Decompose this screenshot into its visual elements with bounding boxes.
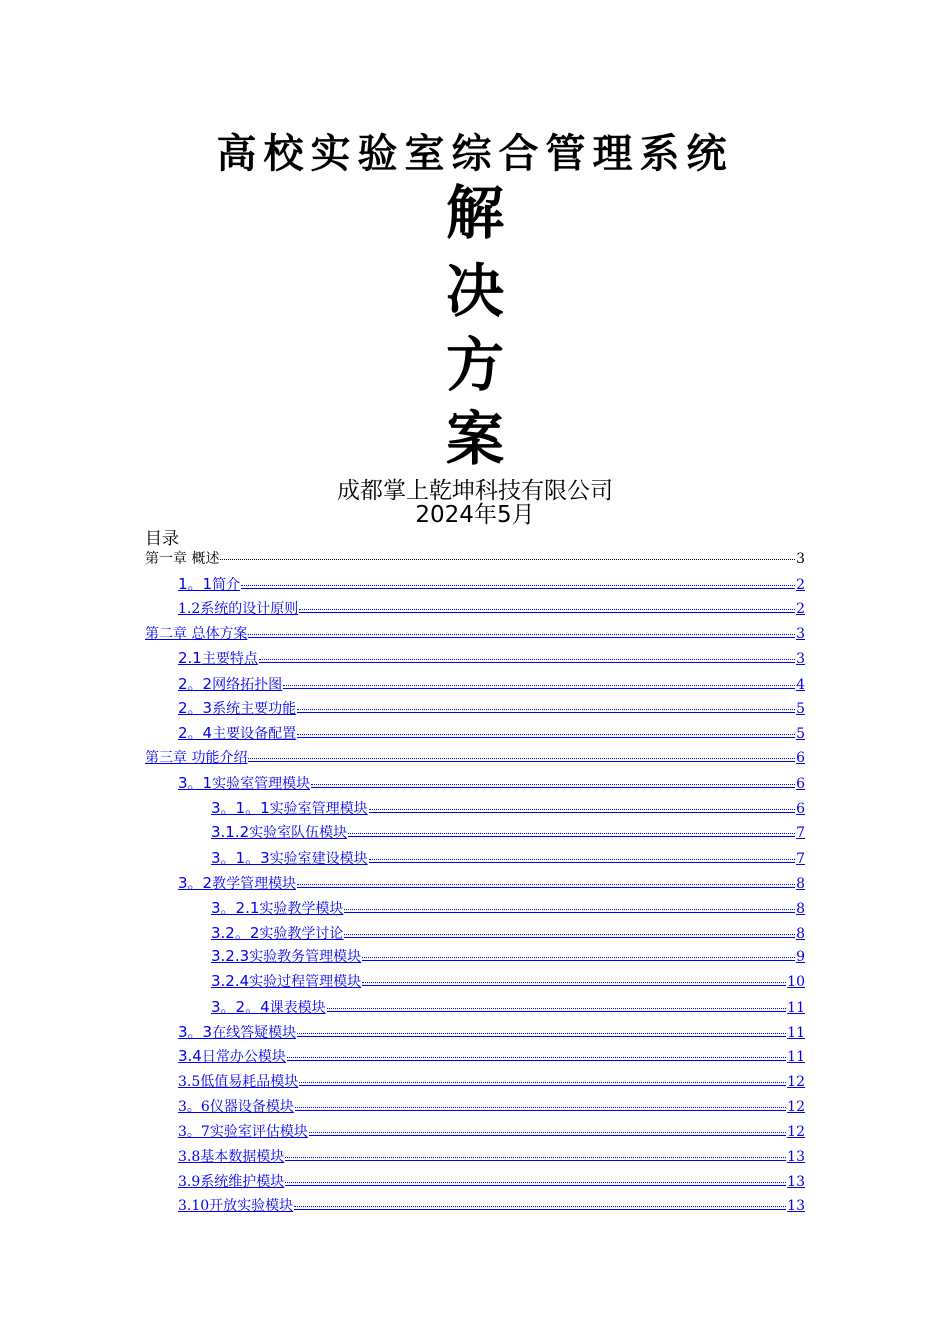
toc-entry[interactable] — [145, 747, 805, 769]
toc-entry — [145, 548, 805, 570]
toc-entry-label — [211, 996, 326, 1017]
toc-leader-dots — [285, 1157, 786, 1158]
toc-entry-label — [178, 1021, 296, 1042]
toc-entry[interactable] — [178, 1096, 805, 1118]
toc-entry[interactable] — [178, 1046, 805, 1068]
toc-leader-dots — [297, 709, 795, 710]
toc-entry-number: 3.4 — [178, 1047, 202, 1065]
toc-entry[interactable] — [211, 822, 805, 844]
toc-entry-page: 2 — [796, 600, 805, 617]
toc-entry-page: 13 — [787, 1173, 805, 1190]
toc-entry-page: 11 — [787, 1025, 805, 1042]
toc-entry-text: 3。7实验室评估模块 — [178, 1123, 308, 1140]
toc-entry-text: 实验过程管理模块 — [249, 974, 362, 991]
toc-leader-dots — [362, 957, 795, 958]
toc-entry-page: 6 — [796, 801, 805, 817]
toc-entry-page: 12 — [787, 1073, 805, 1090]
toc-entry-label — [178, 872, 296, 893]
toc-leader-dots — [299, 609, 795, 610]
toc-heading: 目录 — [145, 529, 179, 549]
toc-entry-label — [178, 1121, 308, 1141]
toc-leader-dots — [344, 909, 795, 910]
toc-entry-page: 3 — [796, 625, 805, 642]
toc-entry[interactable] — [211, 922, 805, 944]
toc-entry-page: 12 — [787, 1098, 805, 1115]
toc-entry[interactable] — [211, 996, 805, 1018]
toc-entry-page: 3 — [796, 650, 805, 667]
toc-entry-text: 实验室管理模块 — [212, 776, 311, 793]
toc-entry-text: 实验室建设模块 — [269, 850, 368, 867]
toc-leader-dots — [220, 559, 795, 560]
toc-entry-page: 10 — [787, 974, 805, 991]
toc-entry[interactable] — [178, 872, 805, 894]
toc-entry-number: 3。1 — [178, 774, 213, 793]
toc-entry-label — [211, 897, 343, 918]
toc-entry-page: 8 — [796, 925, 805, 942]
toc-entry[interactable] — [211, 847, 805, 869]
document-date: 2024年5月 — [415, 502, 535, 528]
toc-entry-page: 13 — [787, 1198, 805, 1215]
toc-entry-text: 教学管理模块 — [212, 875, 297, 892]
toc-entry-text: 实验教学讨论 — [259, 925, 344, 942]
toc-entry[interactable] — [211, 971, 805, 993]
toc-leader-dots — [327, 1008, 787, 1009]
toc-entry-label — [211, 946, 361, 966]
toc-entry-label — [178, 673, 282, 694]
toc-entry[interactable] — [178, 648, 805, 670]
document-title: 高校实验室综合管理系统 — [216, 130, 734, 177]
toc-leader-dots — [348, 833, 795, 834]
toc-leader-dots — [344, 934, 795, 935]
toc-entry-label — [211, 971, 361, 991]
toc-entry-page: 11 — [787, 1049, 805, 1065]
toc-entry-label — [178, 697, 296, 718]
subtitle-char-2: 决 — [445, 257, 504, 325]
subtitle-char-3: 方 — [445, 331, 504, 399]
toc-entry-page: 12 — [787, 1123, 805, 1140]
toc-entry-number: 3。1。3 — [211, 848, 270, 867]
toc-leader-dots — [309, 1132, 786, 1133]
toc-leader-dots — [369, 809, 795, 810]
toc-entry-number: 3.2.3 — [211, 947, 250, 966]
toc-entry-number: 3。3 — [178, 1023, 213, 1042]
toc-entry[interactable] — [178, 1071, 805, 1093]
toc-entry-label — [145, 623, 247, 643]
toc-entry-number: 3。2 — [178, 873, 213, 892]
toc-entry-label — [178, 772, 310, 793]
toc-entry[interactable] — [178, 772, 805, 794]
toc-entry-number: 3.2。2 — [211, 923, 260, 942]
toc-entry-page: 6 — [796, 750, 805, 767]
toc-entry-label — [178, 1171, 284, 1191]
toc-entry[interactable] — [178, 1195, 805, 1217]
toc-entry-label — [211, 797, 368, 818]
toc-entry[interactable] — [178, 573, 805, 595]
toc-leader-dots — [259, 659, 795, 660]
company-name: 成都掌上乾坤科技有限公司 — [337, 478, 613, 504]
toc-entry-label — [178, 1195, 293, 1215]
toc-entry-number: 3.2.4 — [211, 972, 250, 991]
toc-entry-label — [211, 822, 347, 842]
toc-entry[interactable] — [211, 897, 805, 919]
toc-leader-dots — [362, 982, 786, 983]
toc-entry-label — [211, 847, 368, 868]
toc-entry-number: 2。2 — [178, 674, 213, 693]
toc-entry-label — [178, 1096, 294, 1116]
toc-entry-page: 3 — [796, 551, 805, 567]
toc-entry-text: 课表模块 — [269, 1000, 326, 1017]
toc-entry-page: 8 — [796, 900, 805, 917]
subtitle-char-4: 案 — [445, 405, 504, 473]
toc-leader-dots — [248, 758, 795, 759]
toc-entry[interactable] — [211, 946, 805, 968]
toc-entry-label — [178, 648, 258, 668]
toc-entry-text: 第三章 功能介绍 — [145, 750, 248, 767]
toc-entry-text: 日常办公模块 — [201, 1049, 286, 1065]
toc-leader-dots — [287, 1057, 786, 1058]
toc-entry-text: 第一章 概述 — [145, 551, 220, 567]
toc-entry[interactable] — [178, 673, 805, 695]
toc-entry[interactable] — [178, 1121, 805, 1143]
toc-entry-text: 实验教务管理模块 — [249, 949, 362, 966]
toc-entry-number: 2。4 — [178, 724, 213, 743]
toc-entry-text: 3.10开放实验模块 — [178, 1198, 294, 1215]
toc-entry-number: 1。1 — [178, 574, 213, 593]
toc-entry-number: 3.1.2 — [211, 822, 250, 841]
toc-entry-label — [178, 1071, 298, 1091]
toc-entry[interactable] — [178, 697, 805, 719]
toc-entry-page: 2 — [796, 576, 805, 593]
toc-entry[interactable] — [178, 598, 805, 620]
toc-entry-label — [178, 722, 296, 743]
toc-entry[interactable] — [211, 797, 805, 819]
toc-leader-dots — [311, 784, 795, 785]
toc-entry-number: 2.1 — [178, 648, 202, 667]
toc-entry-page: 7 — [796, 850, 805, 867]
toc-leader-dots — [369, 859, 795, 860]
toc-entry-label — [178, 598, 298, 618]
toc-entry-number: 2。3 — [178, 699, 213, 718]
toc-entry-text: 3.8基本数据模块 — [178, 1148, 285, 1165]
toc-entry-text: 实验教学模块 — [259, 900, 344, 917]
toc-entry-page: 7 — [796, 824, 805, 841]
toc-entry[interactable] — [178, 1021, 805, 1043]
toc-entry-label — [145, 747, 247, 767]
toc-entry-label — [145, 548, 219, 568]
toc-entry-page: 5 — [796, 701, 805, 718]
toc-entry-text: 3.5低值易耗品模块 — [178, 1073, 299, 1090]
toc-entry-label — [178, 1046, 286, 1066]
toc-entry[interactable] — [178, 1146, 805, 1168]
toc-leader-dots — [241, 585, 795, 586]
toc-leader-dots — [297, 884, 795, 885]
toc-entry-label — [178, 573, 240, 594]
toc-entry-text: 实验室队伍模块 — [249, 824, 348, 841]
toc-entry-page: 9 — [796, 949, 805, 966]
toc-entry-page: 11 — [787, 1000, 805, 1017]
toc-entry-text: 在线答疑模块 — [212, 1025, 297, 1042]
toc-entry-page: 5 — [796, 726, 805, 743]
toc-entry-number: 3。2。4 — [211, 998, 270, 1017]
toc-leader-dots — [297, 1033, 786, 1034]
toc-entry-text: 3.9系统维护模块 — [178, 1173, 285, 1190]
toc-leader-dots — [248, 634, 795, 635]
toc-entry-text: 主要设备配置 — [212, 726, 297, 743]
toc-entry-text: 网络拓扑图 — [212, 676, 283, 693]
toc-entry-page: 6 — [796, 776, 805, 793]
toc-entry-page: 8 — [796, 875, 805, 892]
toc-entry[interactable] — [145, 623, 805, 645]
toc-entry-text: 系统主要功能 — [212, 701, 297, 718]
toc-entry-label — [178, 1146, 284, 1166]
toc-entry[interactable] — [178, 722, 805, 744]
toc-leader-dots — [295, 1107, 786, 1108]
toc-entry-text: 3。6仪器设备模块 — [178, 1098, 294, 1115]
toc-entry-label — [211, 922, 343, 943]
toc-leader-dots — [285, 1182, 786, 1183]
toc-leader-dots — [294, 1206, 786, 1207]
toc-entry-page: 13 — [787, 1148, 805, 1165]
toc-entry-text: 1.2系统的设计原则 — [178, 600, 299, 617]
subtitle-char-1: 解 — [445, 179, 504, 247]
toc-leader-dots — [283, 685, 795, 686]
toc-entry-text: 主要特点 — [201, 650, 258, 667]
toc-entry[interactable] — [178, 1171, 805, 1193]
toc-entry-number: 3。2.1 — [211, 898, 260, 917]
toc-entry-text: 简介 — [212, 576, 241, 593]
toc-entry-page: 4 — [796, 676, 805, 693]
toc-leader-dots — [299, 1082, 786, 1083]
toc-entry-text: 实验室管理模块 — [269, 801, 368, 817]
toc-entry-number: 3。1。1 — [211, 799, 270, 817]
toc-leader-dots — [297, 734, 795, 735]
toc-entry-text: 第二章 总体方案 — [145, 625, 248, 642]
